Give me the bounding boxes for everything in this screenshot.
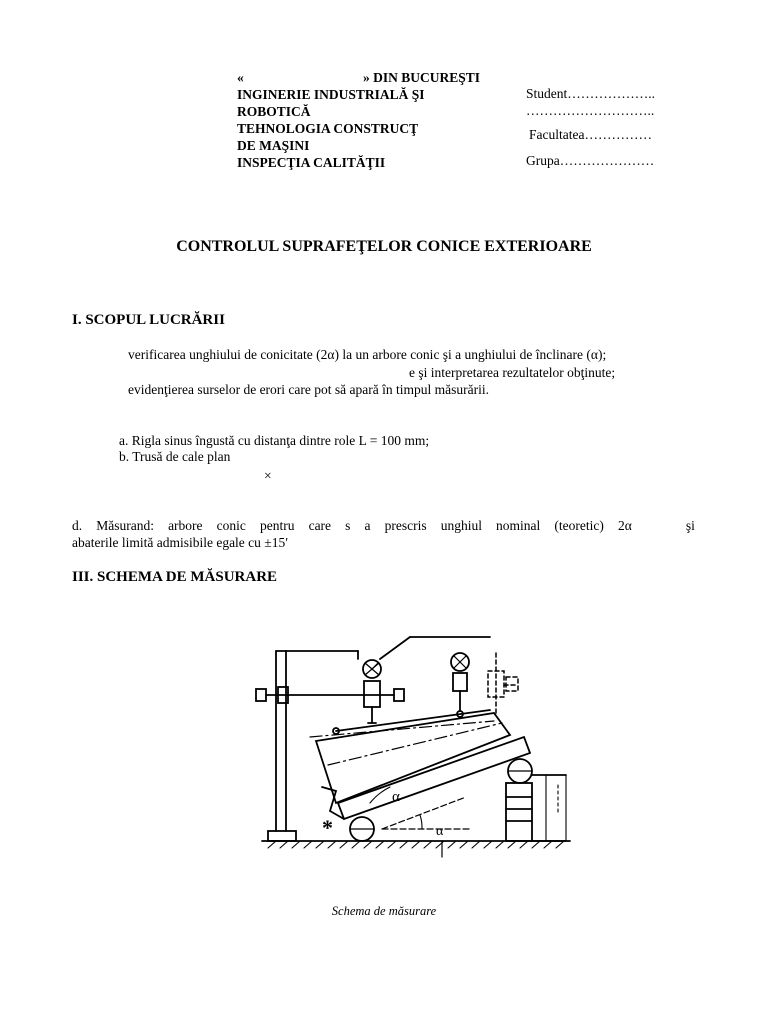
header-line-department: TEHNOLOGIA CONSTRUCŢ xyxy=(237,121,419,136)
sine-bar xyxy=(338,737,530,819)
measurand-word: 2α xyxy=(617,518,632,533)
header-line-faculty: INGINERIE INDUSTRIALĂ ŞI xyxy=(237,87,425,102)
objective-item-3: evidenţierea surselor de erori care pot să apară în timpul măsurării. xyxy=(128,382,489,397)
measurand-word: d. xyxy=(72,518,83,533)
group-field: Grupa………………… xyxy=(526,153,655,168)
header-line-course: INSPECŢIA CALITĂŢII xyxy=(237,155,386,170)
measurand-line-2: abaterile limită admisibile egale cu ±15′ xyxy=(72,535,289,550)
header-line-university-left: « xyxy=(237,70,244,85)
objective-item-2: e şi interpretarea rezultatelor obţinute; xyxy=(409,365,616,380)
measurand-word: prescris xyxy=(384,518,427,533)
base-hatching xyxy=(268,841,564,848)
faculty-field: Facultatea…………… xyxy=(529,127,652,142)
measurand-word: arbore xyxy=(168,518,203,533)
section-1-heading: I. SCOPUL LUCRĂRII xyxy=(72,312,225,328)
equipment-item-c-symbol: × xyxy=(264,468,272,483)
clamp-left xyxy=(256,689,266,701)
page-title: CONTROLUL SUPRAFEŢELOR CONICE EXTERIOARE xyxy=(176,238,592,255)
measurand-word: conic xyxy=(216,518,246,533)
header-line-university-right: » DIN BUCUREŞTI xyxy=(363,70,481,85)
measurand-word: unghiul xyxy=(440,518,482,533)
section-3-heading: III. SCHEMA DE MĂSURARE xyxy=(72,569,278,585)
alpha-large-label: α xyxy=(392,789,400,805)
alpha-small-label: α xyxy=(436,824,444,839)
indicator-2-body xyxy=(453,673,467,691)
diagram-caption: Schema de măsurare xyxy=(331,904,437,918)
measurand-word: Măsurand: xyxy=(96,518,154,533)
error-source-star: * xyxy=(322,815,333,840)
student-field-cont: ……………………….. xyxy=(526,103,655,118)
measurement-scheme-diagram xyxy=(240,625,580,865)
measurand-word: s xyxy=(345,518,351,533)
measurand-word: (teoretic) xyxy=(554,518,604,533)
measurand-word: nominal xyxy=(496,518,541,533)
stand-base xyxy=(268,831,296,841)
equipment-item-a: a. Rigla sinus îngustă cu distanţa dintre role L = 100 mm; xyxy=(119,433,430,448)
measurand-line-1 xyxy=(72,518,695,534)
measurand-word: a xyxy=(364,518,371,533)
measurand-word: care xyxy=(308,518,332,533)
conical-shaft xyxy=(316,713,510,803)
clamp-right xyxy=(394,689,404,701)
measurand-word: pentru xyxy=(259,518,295,533)
indicator-1-body xyxy=(364,681,380,707)
header-line-department-cont: DE MAŞINI xyxy=(237,138,310,153)
objective-item-1: verificarea unghiului de conicitate (2α) la un arbore conic şi a unghiului de înclinare (α); xyxy=(128,347,607,362)
gauge-block-stack xyxy=(506,783,532,841)
measuring-lever xyxy=(336,710,490,731)
equipment-item-b: b. Trusă de cale plan xyxy=(119,449,231,464)
student-field: Student……………….. xyxy=(526,86,656,101)
measurand-word: şi xyxy=(685,518,695,533)
header-line-faculty-cont: ROBOTICĂ xyxy=(237,104,311,119)
